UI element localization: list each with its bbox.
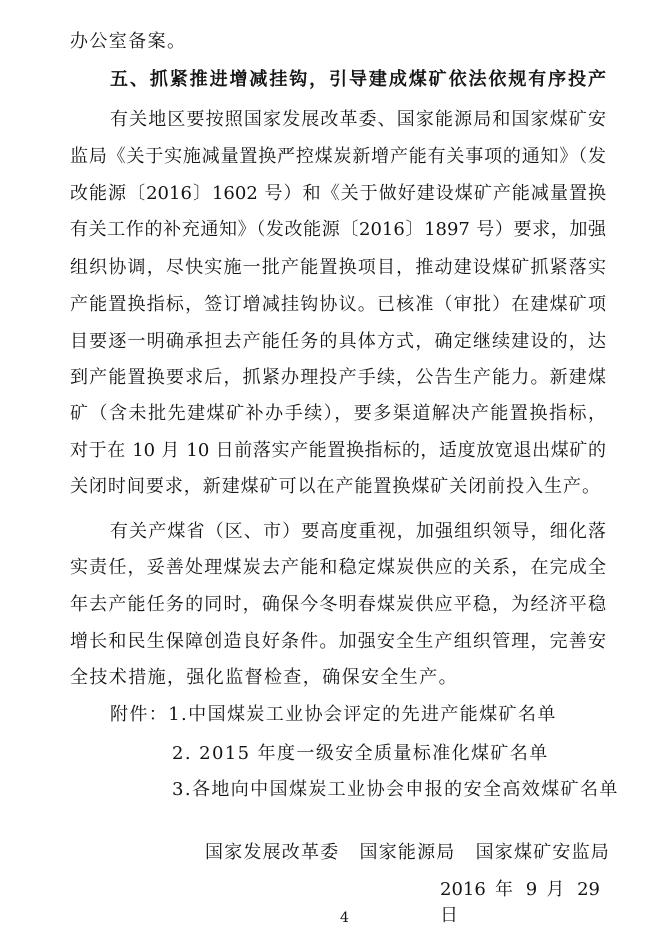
paragraph-1-line: 组织协调，尽快实施一批产能置换项目，推动建设煤矿抓紧落实 <box>70 257 606 278</box>
paragraph-2-line: 全技术措施，强化监督检查，确保安全生产。 <box>70 667 458 688</box>
attachment-item: 3.各地向中国煤炭工业协会申报的安全高效煤矿名单 <box>172 779 619 800</box>
attachments-label: 附件： <box>110 704 169 725</box>
issuers-signature <box>205 840 610 866</box>
paragraph-2-line: 有关产煤省（区、市）要高度重视，加强组织领导，细化落 <box>110 521 606 542</box>
paragraph-1-line: 产能置换指标，签订增减挂钩协议。已核准（审批）在建煤矿项 <box>70 294 606 315</box>
paragraph-1-line: 对于在 10 月 10 日前落实产能置换指标的，适度放宽退出煤矿的 <box>70 440 606 461</box>
issue-date: 2016 年 9 月 29 日 <box>440 879 600 926</box>
paragraph-2-line: 年去产能任务的同时，确保今冬明春煤炭供应平稳，为经济平稳 <box>70 594 606 615</box>
paragraph-2-line: 实责任，妥善处理煤炭去产能和稳定煤炭供应的关系，在完成全 <box>70 557 606 578</box>
issuer-name: 国家煤矿安监局 <box>475 842 610 863</box>
paragraph-1-line: 有关工作的补充通知》（发改能源〔2016〕1897 号）要求，加强 <box>70 219 606 240</box>
paragraph-1-line: 目要逐一明确承担去产能任务的具体方式，确定继续建设的，达 <box>70 331 606 352</box>
attachment-item: 1.中国煤炭工业协会评定的先进产能煤矿名单 <box>168 704 557 725</box>
continuation-line: 办公室备案。 <box>70 31 187 52</box>
paragraph-1-line: 有关地区要按照国家发展改革委、国家能源局和国家煤矿安 <box>110 109 606 130</box>
attachment-item: 2. 2015 年度一级安全质量标准化煤矿名单 <box>172 743 549 764</box>
issuer-name: 国家发展改革委 <box>205 842 340 863</box>
paragraph-1-line: 改能源〔2016〕1602 号）和《关于做好建设煤矿产能减量置换 <box>70 183 606 204</box>
paragraph-1-line: 矿（含未批先建煤矿补办手续），要多渠道解决产能置换指标， <box>70 403 606 424</box>
paragraph-1-line: 关闭时间要求，新建煤矿可以在产能置换煤矿关闭前投入生产。 <box>70 476 600 497</box>
issuer-name: 国家能源局 <box>359 842 456 863</box>
paragraph-2-line: 增长和民生保障创造良好条件。加强安全生产组织管理，完善安 <box>70 631 606 652</box>
paragraph-1-line: 到产能置换要求后，抓紧办理投产手续，公告生产能力。新建煤 <box>70 367 606 388</box>
section-heading: 五、抓紧推进增减挂钩，引导建成煤矿依法依规有序投产 <box>110 69 606 90</box>
paragraph-1-line: 监局《关于实施减量置换严控煤炭新增产能有关事项的通知》（发 <box>70 146 606 167</box>
attachments-line <box>110 702 557 728</box>
page-number: 4 <box>340 910 349 926</box>
